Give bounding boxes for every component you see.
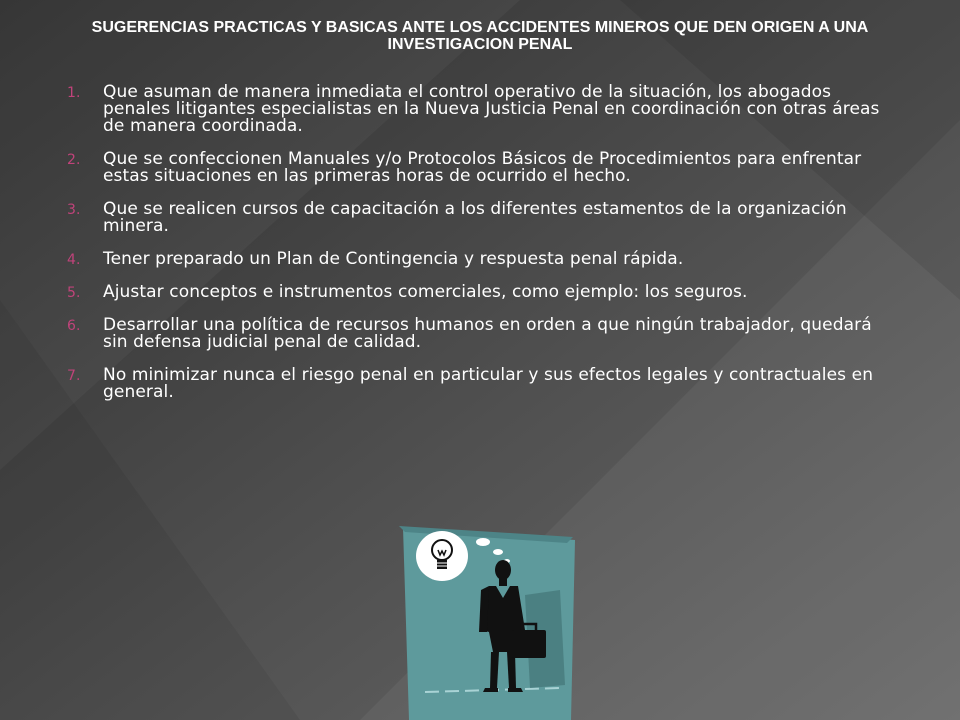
list-item [67,284,897,301]
item-text: Que se confeccionen Manuales y/o Protocolos Básicos de Procedimientos para enfrentar estas situaciones en las primeras horas de ocurrido el hecho. [103,149,862,186]
item-text: Ajustar conceptos e instrumentos comerciales, como ejemplo: los seguros. [103,282,748,302]
list-item [67,367,897,401]
item-number: 6. [67,318,81,334]
list-item [67,251,897,268]
item-number: 4. [67,252,81,268]
item-number: 2. [67,152,81,168]
item-number: 5. [67,285,81,301]
slide-title: SUGERENCIAS PRACTICAS Y BASICAS ANTE LOS ACCIDENTES MINEROS QUE DEN ORIGEN A UNA INVESTIGACION PENAL [91,19,869,53]
item-text: Que se realicen cursos de capacitación a los diferentes estamentos de la organización minera. [103,199,847,236]
list-item [67,317,897,351]
item-text: Que asuman de manera inmediata el control operativo de la situación, los abogados penales litigantes especialistas en la Nueva Justicia Penal en coordinación con otras áreas de manera coordinada. [103,82,880,136]
list-item [67,84,897,135]
item-text: No minimizar nunca el riesgo penal en particular y sus efectos legales y contractuales en general. [103,365,874,402]
item-number: 7. [67,368,81,384]
list-item [67,201,897,235]
item-text: Desarrollar una política de recursos humanos en orden a que ningún trabajador, quedará sin defensa judicial penal de calidad. [103,315,872,352]
item-number: 3. [67,202,81,218]
list-item [67,151,897,185]
suggestions-list [67,84,897,417]
item-number: 1. [67,85,81,101]
businessperson-lightbulb-icon [395,520,580,720]
item-text: Tener preparado un Plan de Contingencia y respuesta penal rápida. [103,249,684,269]
